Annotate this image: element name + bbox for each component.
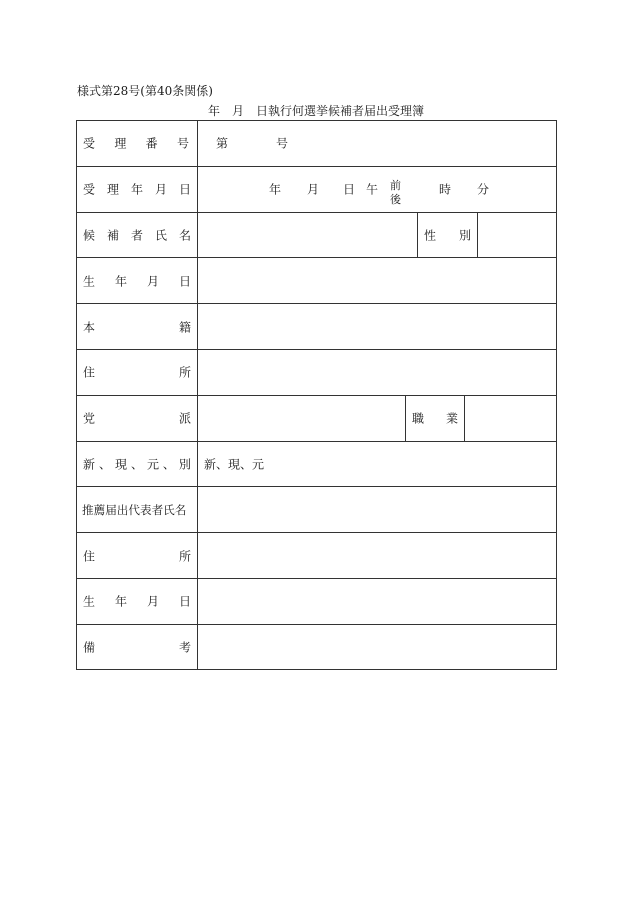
label-char: 新 [83,457,96,472]
label-char: 業 [445,411,458,426]
label-char: 氏 [154,228,167,243]
row-candidate-name [77,213,556,259]
label-char: 日 [178,274,191,289]
receipt-number-suffix: 号 [276,136,289,151]
label-char: 別 [178,457,191,472]
row-receipt-number [77,121,556,167]
date-noon: 午 [366,182,379,197]
label-char: 号 [176,136,189,151]
label-char: 理 [114,136,127,151]
label-char: 年 [114,594,127,609]
date-minute: 分 [477,182,490,197]
title-month: 月 [232,104,245,118]
label-char: 候 [83,228,96,243]
date-after: 後 [390,192,401,206]
label-candidate-name [77,213,198,258]
row-receipt-date [77,167,556,213]
label-char: 住 [83,365,96,380]
row-party [77,396,556,442]
label-recommender-address [77,533,198,578]
row-recommender-birth [77,579,556,625]
label-char: 党 [83,411,96,426]
label-char: 補 [106,228,119,243]
label-party [77,396,198,441]
row-remarks [77,625,556,670]
row-status [77,442,556,488]
label-text: 推薦届出代表者氏名 [82,502,187,517]
label-char: 、 [98,457,111,472]
label-char: 生 [83,594,96,609]
label-char: 性 [424,228,437,243]
label-char: 年 [130,182,143,197]
label-char: 本 [83,320,96,335]
label-char: 籍 [178,320,191,335]
label-char: 所 [178,549,191,564]
label-char: 職 [412,411,425,426]
label-char: 元 [146,457,159,472]
label-char: 住 [83,549,96,564]
label-char: 月 [154,182,167,197]
label-char: 考 [178,640,191,655]
label-remarks [77,625,198,670]
label-recommender-name [77,487,198,532]
label-domicile [77,304,198,349]
label-char: 受 [83,136,96,151]
divider [477,213,478,258]
label-receipt-number [77,121,198,166]
label-char: 月 [146,594,159,609]
label-char: 生 [83,274,96,289]
label-char: 備 [83,640,96,655]
divider [464,396,465,441]
label-char: 番 [145,136,158,151]
row-recommender-address [77,533,556,579]
date-year: 年 [269,182,282,197]
row-address [77,350,556,396]
date-month: 月 [307,182,320,197]
form-title [208,104,424,118]
label-birth-date [77,258,198,303]
label-address [77,350,198,395]
label-status [77,442,198,487]
label-char: 派 [178,411,191,426]
label-char: 現 [114,457,127,472]
label-char: 理 [106,182,119,197]
row-domicile [77,304,556,350]
label-char: 者 [130,228,143,243]
label-gender [418,213,477,258]
date-day: 日 [343,182,356,197]
date-hour: 時 [439,182,452,197]
label-char: 年 [114,274,127,289]
date-before: 前 [390,178,401,192]
title-year: 年 [208,104,221,118]
title-rest: 日執行何選挙候補者届出受理簿 [256,104,425,118]
receipt-number-prefix: 第 [216,136,229,151]
label-char: 別 [458,228,471,243]
label-char: 名 [178,228,191,243]
label-receipt-date [77,167,198,212]
label-char: 、 [130,457,143,472]
status-value: 新、現、元 [204,457,265,472]
label-recommender-birth [77,579,198,624]
row-recommender-name [77,487,556,533]
row-birth-date [77,258,556,304]
label-char: 日 [178,594,191,609]
label-char: 所 [178,365,191,380]
form-number: 様式第28号(第40条関係) [77,84,213,98]
label-char: 、 [162,457,175,472]
label-char: 日 [178,182,191,197]
registration-table [76,120,557,670]
label-char: 月 [146,274,159,289]
label-occupation [406,396,464,441]
label-char: 受 [83,182,96,197]
